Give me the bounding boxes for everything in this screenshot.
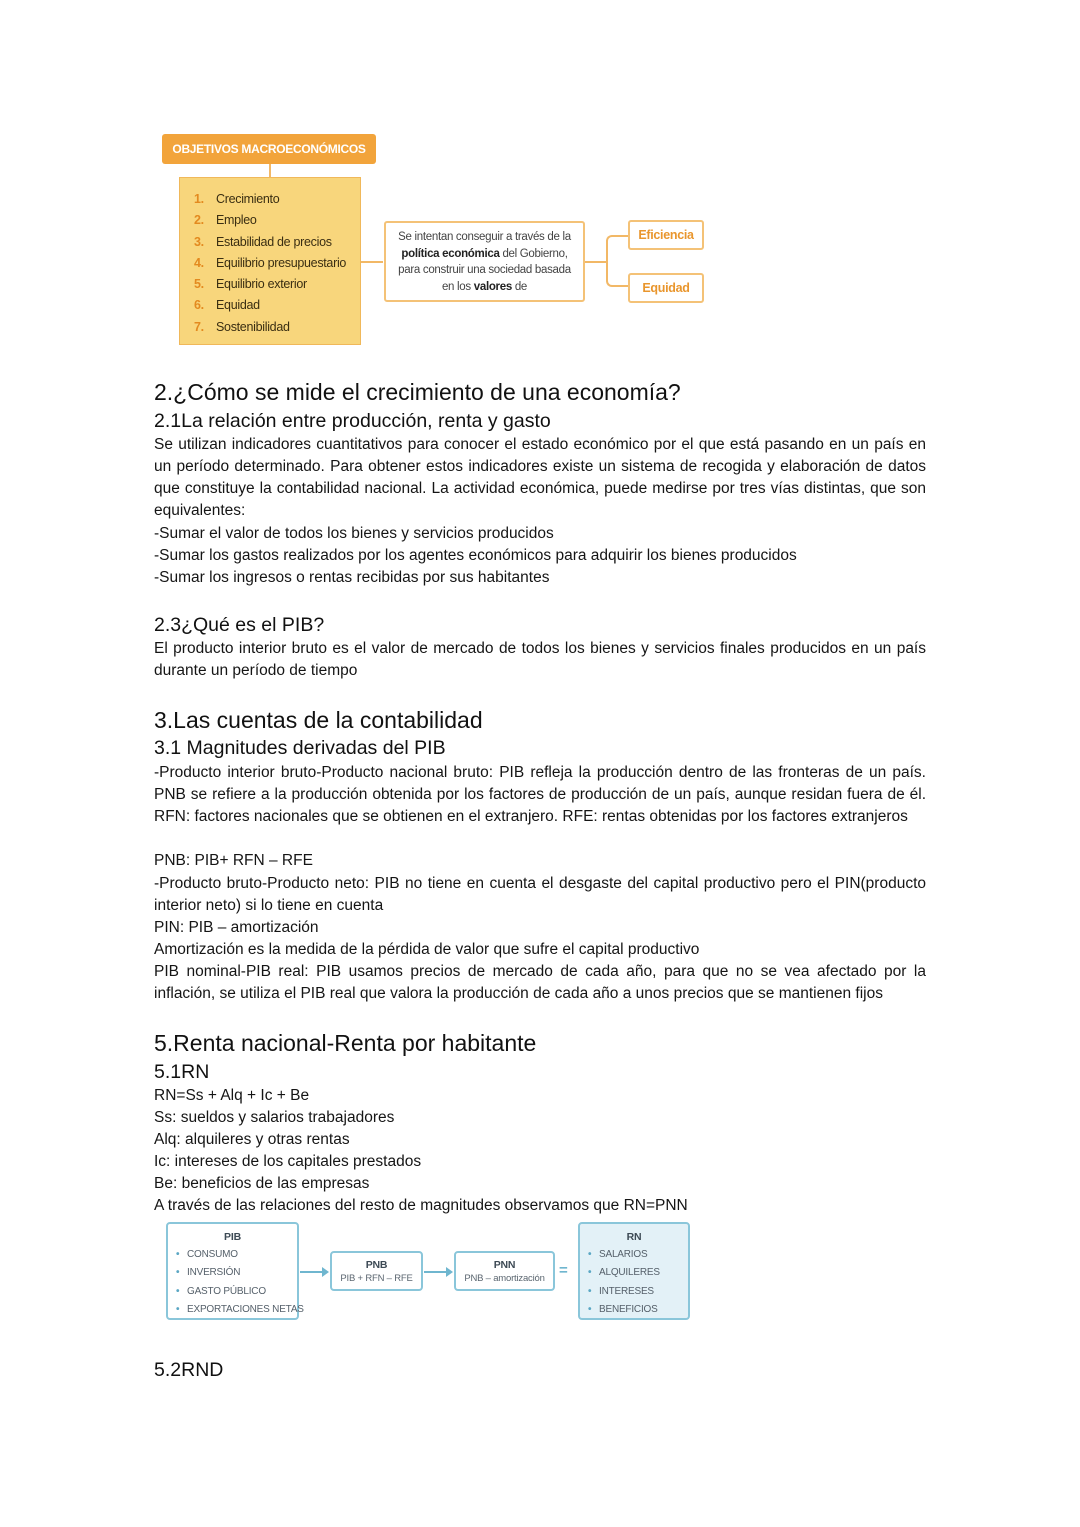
pib-item (176, 1264, 297, 1282)
section5-heading: 5.Renta nacional-Renta por habitante (154, 1030, 537, 1056)
pnb-formula: PIB + RFN – RFE (340, 1273, 413, 1284)
valor-equidad: Equidad (628, 273, 704, 303)
section2-list-item: -Sumar los gastos realizados por los agentes económicos para adquirir los bienes producidos (154, 547, 797, 564)
objetivo-number: 7. (194, 319, 204, 334)
objetivos-bracket (606, 235, 628, 287)
objetivos-description-box (384, 221, 585, 302)
section3-heading: 3.Las cuentas de la contabilidad (154, 707, 483, 733)
pib-box (166, 1222, 304, 1320)
equals-sign: = (559, 1262, 568, 1279)
section3-formula: PNB: PIB+ RFN – RFE (154, 852, 313, 869)
objetivo-number: 4. (194, 255, 204, 270)
rn-item (588, 1283, 688, 1301)
section5-sub1: 5.1RN (154, 1061, 210, 1083)
pib-item (176, 1283, 297, 1301)
description-text: del Gobierno, para construir una sociedad basada en los (398, 247, 571, 293)
objetivo-label: Crecimiento (216, 192, 280, 206)
pib-item-label: CONSUMO (187, 1249, 238, 1260)
rn-item-label: SALARIOS (599, 1249, 648, 1260)
section2-list-item: -Sumar los ingresos o rentas recibidas por sus habitantes (154, 569, 550, 586)
pnn-title: PNN (493, 1259, 516, 1271)
pnb-box (330, 1251, 423, 1291)
rn-box (578, 1222, 690, 1320)
objetivos-connector (361, 261, 383, 263)
pib-item (176, 1246, 297, 1264)
section3-sub1: 3.1 Magnitudes derivadas del PIB (154, 737, 446, 759)
pib-item-label: GASTO PÚBLICO (187, 1285, 266, 1297)
rn-title: RN (626, 1231, 642, 1243)
section2-paragraph: Se utilizan indicadores cuantitativos para conocer el estado económico por el que está pasando en un país en un período determinado. Para obtener estos indicadores existe un sistema de recogida y elaboración de datos que constituye la contabilidad nacional. La actividad económica, puede medirse por tres vías distintas, que son equivalentes: (154, 436, 926, 520)
arrow-right-icon (300, 1271, 323, 1273)
objetivo-number: 3. (194, 234, 204, 249)
pib-item-label: EXPORTACIONES NETAS (187, 1303, 304, 1315)
section5-line: Ic: intereses de los capitales prestados (154, 1153, 422, 1170)
bullet-icon: • (176, 1249, 180, 1260)
objetivo-label: Equilibrio exterior (216, 277, 307, 292)
section3-paragraph: -Producto bruto-Producto neto: PIB no tiene en cuenta el desgaste del capital productivo pero el PIN(producto interior neto) si lo tiene en cuenta (154, 875, 926, 915)
rn-item-label: BENEFICIOS (599, 1303, 658, 1315)
rn-item (588, 1264, 688, 1282)
pib-item-label: INVERSIÓN (187, 1267, 241, 1279)
objetivo-label: Empleo (216, 213, 257, 228)
section2-sub1: 2.1La relación entre producción, renta y gasto (154, 410, 551, 432)
objetivo-item (194, 274, 360, 295)
description-bold: política económica (401, 247, 500, 260)
rn-item (588, 1301, 688, 1319)
description-text: Se intentan conseguir a través de la (398, 231, 571, 243)
bullet-icon: • (176, 1285, 180, 1297)
valor-eficiencia: Eficiencia (628, 220, 704, 250)
objetivo-number: 6. (194, 298, 204, 313)
section5-line: RN=Ss + Alq + Ic + Be (154, 1087, 310, 1104)
objetivo-item (194, 189, 360, 210)
rn-item-label: ALQUILERES (599, 1267, 660, 1279)
section2-paragraph: El producto interior bruto es el valor de mercado de todos los bienes y servicios finales producidos en un país durante un período de tiempo (154, 640, 926, 680)
pib-item (176, 1301, 304, 1319)
section2-list-item: -Sumar el valor de todos los bienes y servicios producidos (154, 525, 554, 542)
description-text: de (511, 280, 528, 293)
pib-title: PIB (224, 1231, 241, 1243)
bullet-icon: • (588, 1285, 592, 1297)
section5-sub2: 5.2RND (154, 1359, 224, 1381)
objetivo-number: 2. (194, 213, 204, 228)
section3-line: Amortización es la medida de la pérdida de valor que sufre el capital productivo (154, 941, 700, 958)
section2-heading: 2.¿Cómo se mide el crecimiento de una economía? (154, 379, 681, 405)
arrow-right-icon (424, 1271, 447, 1273)
section5-line: Ss: sueldos y salarios trabajadores (154, 1109, 395, 1126)
section5-line: Alq: alquileres y otras rentas (154, 1131, 350, 1148)
pnn-formula: PNB – amortización (464, 1273, 545, 1284)
objetivo-item (194, 210, 360, 231)
objetivos-connector (585, 261, 607, 263)
pnb-title: PNB (365, 1259, 388, 1271)
objetivos-list-box (179, 177, 361, 345)
rn-item (588, 1246, 688, 1264)
objetivo-number: 5. (194, 277, 204, 292)
objetivo-item (194, 295, 360, 316)
pnn-box (454, 1251, 555, 1291)
description-bold: valores (473, 280, 512, 293)
objetivo-label: Equidad (216, 298, 260, 313)
bullet-icon: • (588, 1303, 592, 1315)
objetivos-stem-line (269, 164, 271, 178)
rn-item-label: INTERESES (599, 1285, 654, 1297)
section3-paragraph: PIB nominal-PIB real: PIB usamos precios de mercado de cada año, para que no se vea afectado por la inflación, se utiliza el PIB real que valora la producción de cada año a unos precios que se mantienen fijos (154, 963, 926, 1003)
section3-paragraph: -Producto interior bruto-Producto nacional bruto: PIB refleja la producción dentro de las fronteras de un país. PNB se refiere a la producción obtenida por los factores de producción de un país, aunque residan fuera de él. RFN: factores nacionales que se obtienen en el extranjero. RFE: rentas obtenidas por los factores extranjeros (154, 764, 926, 826)
section5-line: A través de las relaciones del resto de magnitudes observamos que RN=PNN (154, 1197, 688, 1214)
bullet-icon: • (588, 1267, 592, 1279)
section3-formula: PIN: PIB – amortización (154, 919, 319, 936)
objetivo-item (194, 253, 360, 274)
objetivo-label: Equilibrio presupuestario (216, 255, 347, 270)
bullet-icon: • (176, 1267, 180, 1279)
bullet-icon: • (176, 1303, 180, 1315)
objetivo-item (194, 232, 360, 253)
objetivo-label: Sostenibilidad (216, 319, 290, 334)
bullet-icon: • (588, 1249, 592, 1260)
objetivo-label: Estabilidad de precios (216, 234, 332, 249)
objetivos-title: OBJETIVOS MACROECONÓMICOS (162, 134, 376, 164)
section5-line: Be: beneficios de las empresas (154, 1175, 370, 1192)
objetivo-number: 1. (194, 192, 204, 206)
objetivo-item (194, 317, 360, 338)
section2-sub3: 2.3¿Qué es el PIB? (154, 614, 325, 636)
